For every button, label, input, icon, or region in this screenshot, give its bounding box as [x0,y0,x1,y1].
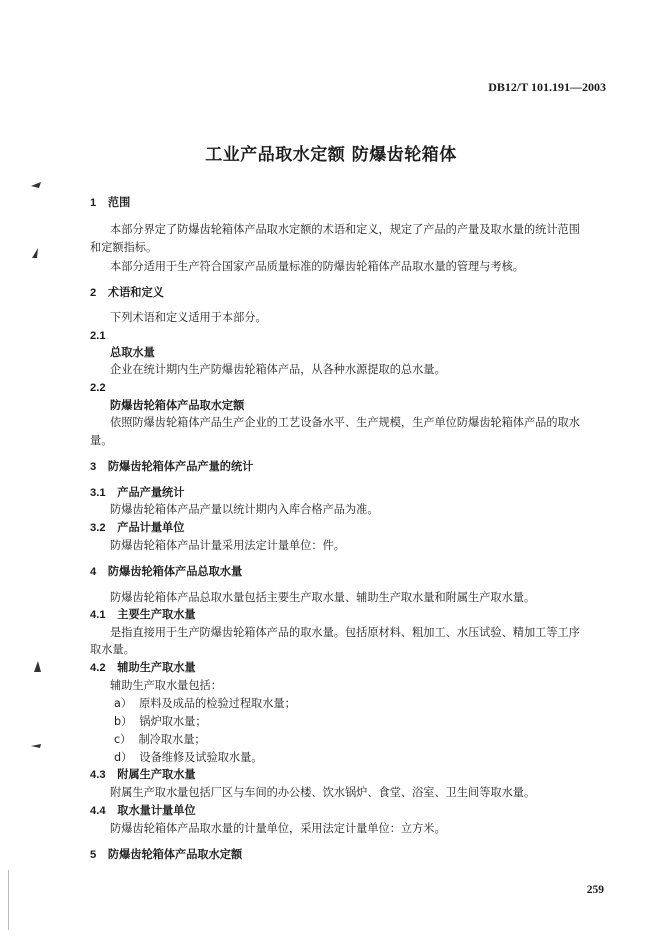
section-3-1-text: 防爆齿轮箱体产品产量以统计期内入库合格产品为准。 [110,503,379,516]
margin-mark-2 [30,246,40,260]
section-2-intro: 下列术语和定义适用于本部分。 [110,311,267,324]
list-item: b） 锅炉取水量； [114,715,207,728]
term-2-1-name: 总取水量 [110,346,155,359]
section-4-3-text: 附属生产取水量包括厂区与车间的办公楼、饮水锅炉、食堂、浴室、卫生间等取水量。 [110,786,536,799]
document-title: 工业产品取水定额 防爆齿轮箱体 [205,145,457,165]
section-4-2-intro: 辅助生产取水量包括： [110,679,222,692]
section-4-2-heading: 4.2 辅助生产取水量 [90,661,196,674]
section-4-1-text-cont: 取水量。 [90,643,135,656]
section-3-2-text: 防爆齿轮箱体产品计量采用法定计量单位：件。 [110,539,345,552]
section-3-heading: 3 防爆齿轮箱体产品产量的统计 [90,460,254,473]
section-3-2-heading: 3.2 产品计量单位 [90,521,185,534]
term-2-1-definition: 企业在统计期内生产防爆齿轮箱体产品，从各种水源提取的总水量。 [110,363,446,376]
section-4-heading: 4 防爆齿轮箱体产品总取水量 [90,565,243,578]
section-4-4-heading: 4.4 取水量计量单位 [90,804,196,817]
term-2-2-number: 2.2 [90,382,106,394]
section-4-4-text: 防爆齿轮箱体产品取水量的计量单位，采用法定计量单位：立方米。 [110,822,446,835]
list-item: a） 原料及成品的检验过程取水量； [114,697,296,710]
section-1-heading: 1 范围 [90,196,131,209]
section-4-3-heading: 4.3 附属生产取水量 [90,768,196,781]
margin-mark-4 [30,742,42,750]
section-4-1-text: 是指直接用于生产防爆齿轮箱体产品的取水量。包括原材料、粗加工、水压试验、精加工等工序 [110,626,580,639]
section-1-para-1: 本部分界定了防爆齿轮箱体产品取水定额的术语和定义，规定了产品的产量及取水量的统计范围 [110,223,580,236]
term-2-2-definition-cont: 量。 [90,434,113,447]
standard-number: DB12/T 101.191—2003 [488,80,606,94]
section-4-1-heading: 4.1 主要生产取水量 [90,608,196,621]
scan-edge-mark [8,870,9,930]
page-number: 259 [586,884,604,896]
term-2-2-name: 防爆齿轮箱体产品取水定额 [110,399,245,412]
section-1-para-2: 本部分适用于生产符合国家产品质量标准的防爆齿轮箱体产品取水量的管理与考核。 [110,260,524,273]
section-1-para-1-cont: 和定额指标。 [90,241,158,254]
section-2-heading: 2 术语和定义 [90,286,164,299]
section-5-heading: 5 防爆齿轮箱体产品取水定额 [90,848,243,861]
term-2-1-number: 2.1 [90,330,106,342]
margin-mark-3 [32,660,42,674]
list-item: c） 制冷取水量； [114,733,206,746]
list-item: d） 设备维修及试验取水量。 [114,751,263,764]
term-2-2-definition: 依照防爆齿轮箱体产品生产企业的工艺设备水平、生产规模，生产单位防爆齿轮箱体产品的取水 [110,416,580,429]
section-3-1-heading: 3.1 产品产量统计 [90,486,185,499]
margin-mark-1 [30,180,42,190]
section-4-intro: 防爆齿轮箱体产品总取水量包括主要生产取水量、辅助生产取水量和附属生产取水量。 [110,591,536,604]
